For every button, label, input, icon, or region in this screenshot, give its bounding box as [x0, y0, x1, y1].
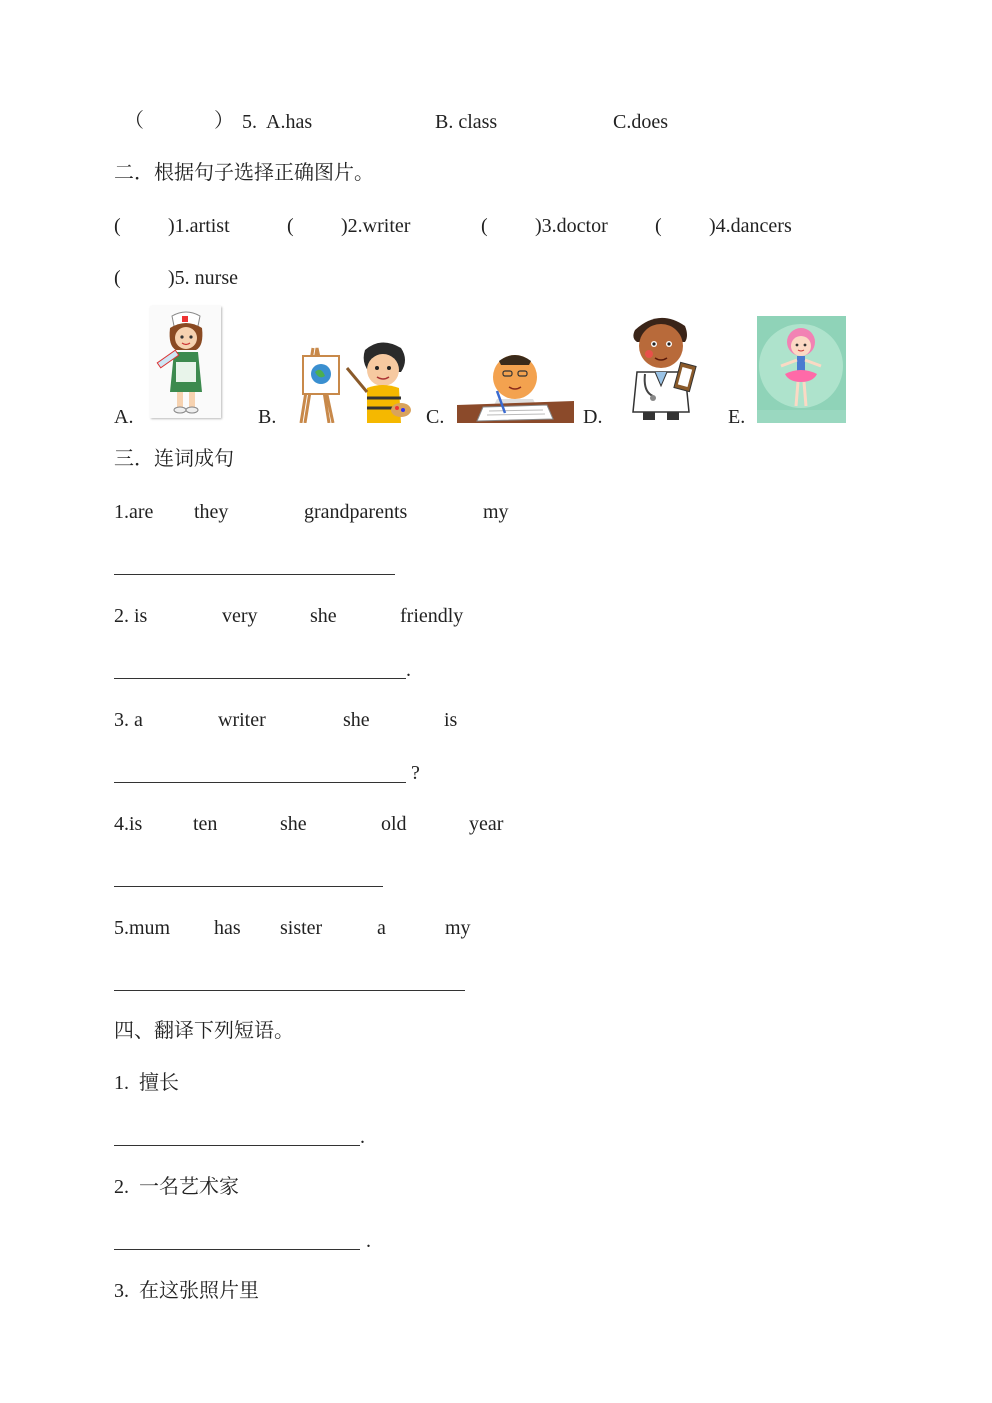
item-paren: ( [287, 215, 294, 237]
word: my [483, 501, 509, 523]
word: year [469, 813, 504, 835]
word: is [444, 709, 458, 731]
item-nurse: )5. nurse [168, 267, 238, 289]
word: a [377, 917, 386, 939]
picture-letter: D. [583, 406, 603, 428]
picture-letter: E. [728, 406, 746, 428]
picture-letter: B. [258, 406, 277, 428]
word: 5.mum [114, 917, 171, 939]
item-paren: ( [114, 267, 121, 289]
word: she [310, 605, 337, 627]
phrase-ending: . [366, 1230, 371, 1252]
section-2-title: 二．根据句子选择正确图片。 [114, 162, 374, 184]
word: writer [218, 709, 266, 731]
answer-line[interactable] [114, 782, 406, 783]
phrase-item: 1. 擅长 [114, 1072, 179, 1094]
answer-line[interactable] [114, 990, 465, 991]
word: my [445, 917, 471, 939]
section-3-title: 三．连词成句 [114, 448, 234, 470]
item-doctor: )3.doctor [535, 215, 608, 237]
phrase-item: 2. 一名艺术家 [114, 1176, 239, 1198]
dancer-picture [757, 316, 846, 423]
section-4-title: 四、翻译下列短语。 [114, 1020, 294, 1042]
item-paren: ( [481, 215, 488, 237]
word: has [214, 917, 241, 939]
nurse-picture [150, 306, 221, 418]
answer-paren-close: ） [214, 110, 234, 132]
answer-line[interactable] [114, 1145, 360, 1146]
word: 1.are [114, 501, 154, 523]
picture-letter: C. [426, 406, 445, 428]
picture-letter: A. [114, 406, 134, 428]
word: she [343, 709, 370, 731]
answer-line[interactable] [114, 574, 395, 575]
word: very [222, 605, 258, 627]
item-artist: )1.artist [168, 215, 230, 237]
sentence-ending: . [406, 659, 411, 681]
word: 3. a [114, 709, 143, 731]
item-writer: )2.writer [341, 215, 411, 237]
option-b: B. class [435, 111, 498, 133]
phrase-item: 3. 在这张照片里 [114, 1280, 259, 1302]
answer-line[interactable] [114, 1249, 360, 1250]
answer-line[interactable] [114, 886, 383, 887]
item-dancers: )4.dancers [709, 215, 792, 237]
answer-line[interactable] [114, 678, 406, 679]
artist-picture [297, 336, 414, 423]
word: they [194, 501, 229, 523]
word: friendly [400, 605, 464, 627]
question-number: 5. [242, 111, 257, 133]
writer-picture [457, 347, 574, 423]
word: sister [280, 917, 323, 939]
word: grandparents [304, 501, 408, 523]
option-a: A.has [266, 111, 313, 133]
option-c: C.does [613, 111, 668, 133]
word: she [280, 813, 307, 835]
word: 2. is [114, 605, 148, 627]
word: 4.is [114, 813, 143, 835]
item-paren: ( [114, 215, 121, 237]
answer-paren-open: （ [124, 110, 144, 132]
sentence-ending: ? [411, 762, 420, 784]
item-paren: ( [655, 215, 662, 237]
word: old [381, 813, 407, 835]
phrase-ending: . [360, 1126, 365, 1148]
doctor-picture [619, 312, 705, 423]
word: ten [193, 813, 218, 835]
